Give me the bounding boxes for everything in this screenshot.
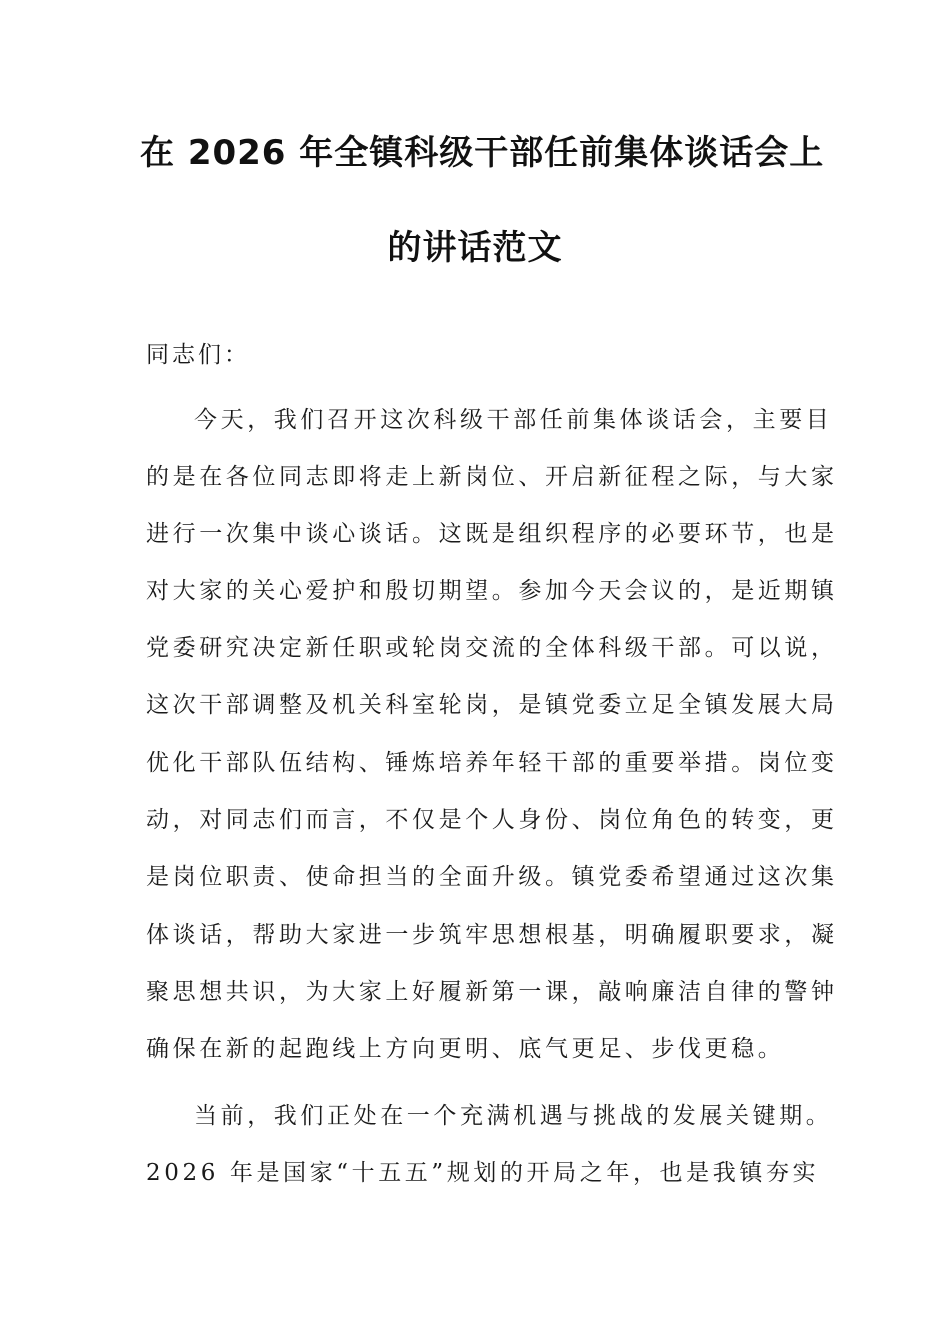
paragraph-1-line-12: 确保在新的起跑线上方向更明、底气更足、步伐更稳。 (146, 1036, 785, 1062)
document-title-line-1: 在 2026 年全镇科级干部任前集体谈话会上 (140, 133, 825, 173)
paragraph-1-line-7: 优化干部队伍结构、锤炼培养年轻干部的重要举措。岗位变 (146, 750, 838, 776)
paragraph-2-line-1: 当前，我们正处在一个充满机遇与挑战的发展关键期。 (194, 1103, 833, 1129)
paragraph-1-line-2: 的是在各位同志即将走上新岗位、开启新征程之际，与大家 (146, 464, 838, 490)
paragraph-1-line-11: 聚思想共识，为大家上好履新第一课，敲响廉洁自律的警钟 (146, 979, 838, 1005)
paragraph-1-line-8: 动，对同志们而言，不仅是个人身份、岗位角色的转变，更 (146, 807, 838, 833)
paragraph-1-line-5: 党委研究决定新任职或轮岗交流的全体科级干部。可以说， (146, 635, 838, 661)
paragraph-2-line-2: 2026 年是国家“十五五”规划的开局之年，也是我镇夯实 (146, 1160, 820, 1186)
paragraph-1-line-6: 这次干部调整及机关科室轮岗，是镇党委立足全镇发展大局 (146, 692, 838, 718)
paragraph-1-line-3: 进行一次集中谈心谈话。这既是组织程序的必要环节，也是 (146, 521, 838, 547)
paragraph-1-line-9: 是岗位职责、使命担当的全面升级。镇党委希望通过这次集 (146, 864, 838, 890)
salutation: 同志们： (146, 342, 250, 368)
paragraph-1-line-10: 体谈话，帮助大家进一步筑牢思想根基，明确履职要求，凝 (146, 922, 838, 948)
paragraph-1-line-4: 对大家的关心爱护和殷切期望。参加今天会议的，是近期镇 (146, 578, 838, 604)
document-title-line-2: 的讲话范文 (387, 228, 563, 268)
paragraph-1-line-1: 今天，我们召开这次科级干部任前集体谈话会，主要目 (194, 407, 833, 433)
